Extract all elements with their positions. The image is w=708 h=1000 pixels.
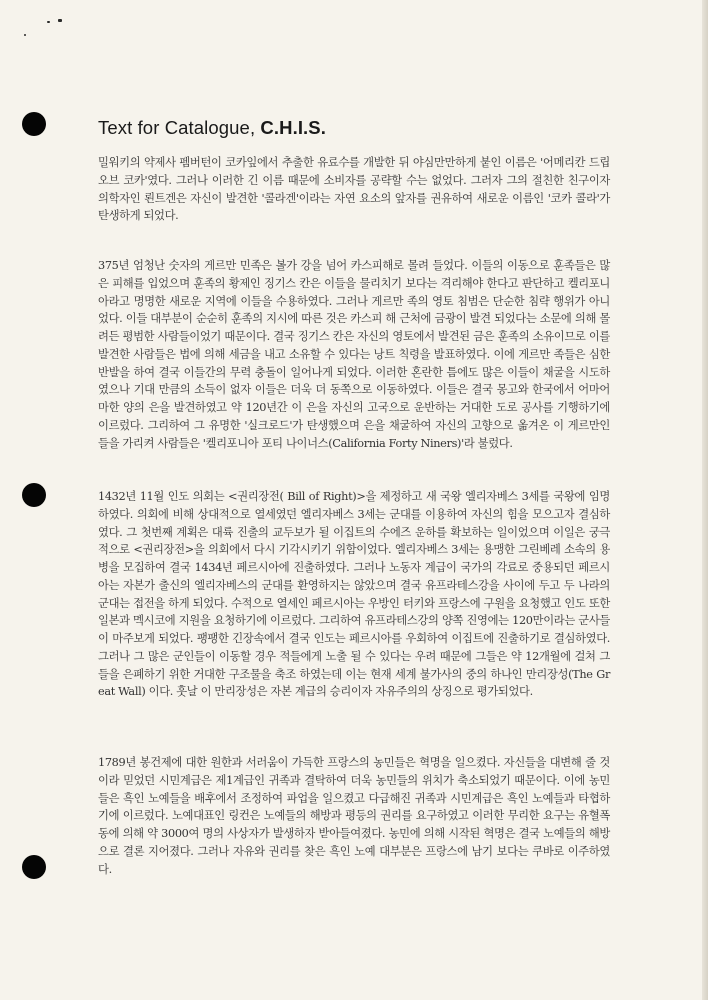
scan-speck [58,19,62,22]
title-regular: Text for Catalogue, [98,117,261,138]
binder-hole-top [22,112,46,136]
paragraph-3: 1432년 11월 인도 의회는 <권리장전( Bill of Right)>을 제정하고 새 국왕 엘리자베스 3세를 국왕에 임명하였다. 의회에 비해 상대적으로 열세였던 엘리자베스 3세는 군대를 이용하여 자신의 힘을 모으고자 결심하였다. 그 첫번째 계획은 대륙 진출의 교두보가 될 이집트의 수에즈 운하를 확보하는 일이었으며 이일은 궁극적으로 <권리장전>을 의회에서 다시 기각시키기 위함이었다. 엘리자베스 3세는 용맹한 그린베레 소속의 용병을 모집하여 결국 1434년 페르시아에 진출하였다. 그러나 노동자 계급이 국가의 각료로 중용되던 페르시아는 자본가 출신의 엘리자베스의 군대를 환영하지는 않았으며 결국 유프라테스강을 사이에 두고 두 나라의 군대는 접전을 하게 되었다. 수적으로 열세인 페르시아는 우방인 터키와 프랑스에 구원을 요청했고 인도 또한 일본과 멕시코에 지원을 요청하기에 이르렀다. 그리하여 유프라테스강의 양쪽 진영에는 120만이라는 군사들이 마주보게 되었다. 팽팽한 긴장속에서 결국 인도는 페르시아를 우회하여 이집트에 진출하기로 결심하였다. 그러나 그 많은 군인들이 이동할 경우 적들에게 노출 될 수 있다는 우려 때문에 그들은 약 12개월에 걸쳐 그들을 은폐하기 위한 거대한 구조물을 축조 하였는데 이는 현재 세계 불가사의 중의 하나인 만리장성(The Great Wall) 이다. 훗날 이 만리장성은 자본 계급의 승리이자 자유주의의 상징으로 평가되었다. [98,490,610,699]
paragraph-1: 밀워키의 약제사 펨버턴이 코카잎에서 추출한 유료수를 개발한 뒤 야심만만하게 붙인 이름은 '어메리칸 드립 오브 코카'였다. 그러나 이러한 긴 이름 때문에 소비자를 공략할 수는 없었다. 그러자 그의 절친한 친구이자 의학자인 뢴트겐은 자신이 발견한 '콜라겐'이라는 자연 요소의 앞자를 권유하여 새로운 이름인 '코카 콜라'가 탄생하게 되었다. [98,156,610,223]
page-edge [702,0,708,1000]
binder-hole-middle [22,483,46,507]
paragraph-4: 1789년 봉건제에 대한 원한과 서러움이 가득한 프랑스의 농민들은 혁명을 일으켰다. 자신들을 대변해 줄 것이라 믿었던 시민계급은 제1계급인 귀족과 결탁하여 더욱 농민들의 위치가 축소되었기 때문이다. 이에 농민들은 흑인 노예들을 배후에서 조정하여 파업을 일으켰고 다급해진 귀족과 시민계급은 흑인 노예들과 타협하기에 이르렀다. 노예대표인 링컨은 노예들의 해방과 평등의 권리를 요구하였고 이러한 무리한 요구는 유혈폭동에 의해 약 3000여 명의 사상자가 발생하자 받아들여졌다. 농민에 의해 시작된 혁명은 결국 노예들의 해방으로 결론 지어졌다. 그러나 자유와 권리를 찾은 흑인 노예 대부분은 프랑스에 남기 보다는 쿠바로 이주하였다. [98,756,610,876]
title-bold: C.H.I.S. [260,117,326,138]
scan-speck [47,21,50,23]
document-title [98,117,326,139]
scan-speck [24,34,26,36]
paragraph-2: 375년 엄청난 숫자의 게르만 민족은 볼가 강을 넘어 카스피해로 몰려 들었다. 이들의 이동으로 훈족들은 많은 피해를 입었으며 훈족의 황제인 징기스 칸은 이들을 물리치기 보다는 격리해야 한다고 판단하고 켈리포니아라고 명명한 새로운 지역에 이들을 수용하였다. 그러나 게르만 족의 영토 침범은 단순한 침략 행위가 아니었다. 이들 대부분이 순순히 훈족의 지시에 따른 것은 카스피 해 근처에 금광이 발견 되었다는 소문에 의해 몰려든 평범한 사람들이었기 때문이다. 결국 징기스 칸은 자신의 영토에서 발견된 금은 훈족의 소유이므로 이를 발견한 사람들은 법에 의해 세금을 내고 소유할 수 있다는 낭트 칙령을 발표하였다. 이에 게르만 족들은 심한 반발을 하여 결국 이들간의 무력 충돌이 일어나게 되었다. 이러한 혼란한 틈에도 많은 이들이 채굴을 시도하였으나 기대 만큼의 소득이 없자 이들은 더욱 더 동쪽으로 이동하였다. 이들은 결국 몽고와 한국에서 어마어마한 양의 은을 발견하였고 약 120년간 이 은을 자신의 고국으로 운반하는 거대한 도로 공사를 기행하기에 이르렀다. 그리하여 그 유명한 '실크로드'가 탄생했으며 은을 채굴하여 자신의 고향으로 옮겨온 이 게르만인들을 가리켜 사람들은 '켈리포니아 포티 나이너스(California Forty Niners)'라 불렀다. [98,259,610,450]
binder-hole-bottom [22,855,46,879]
